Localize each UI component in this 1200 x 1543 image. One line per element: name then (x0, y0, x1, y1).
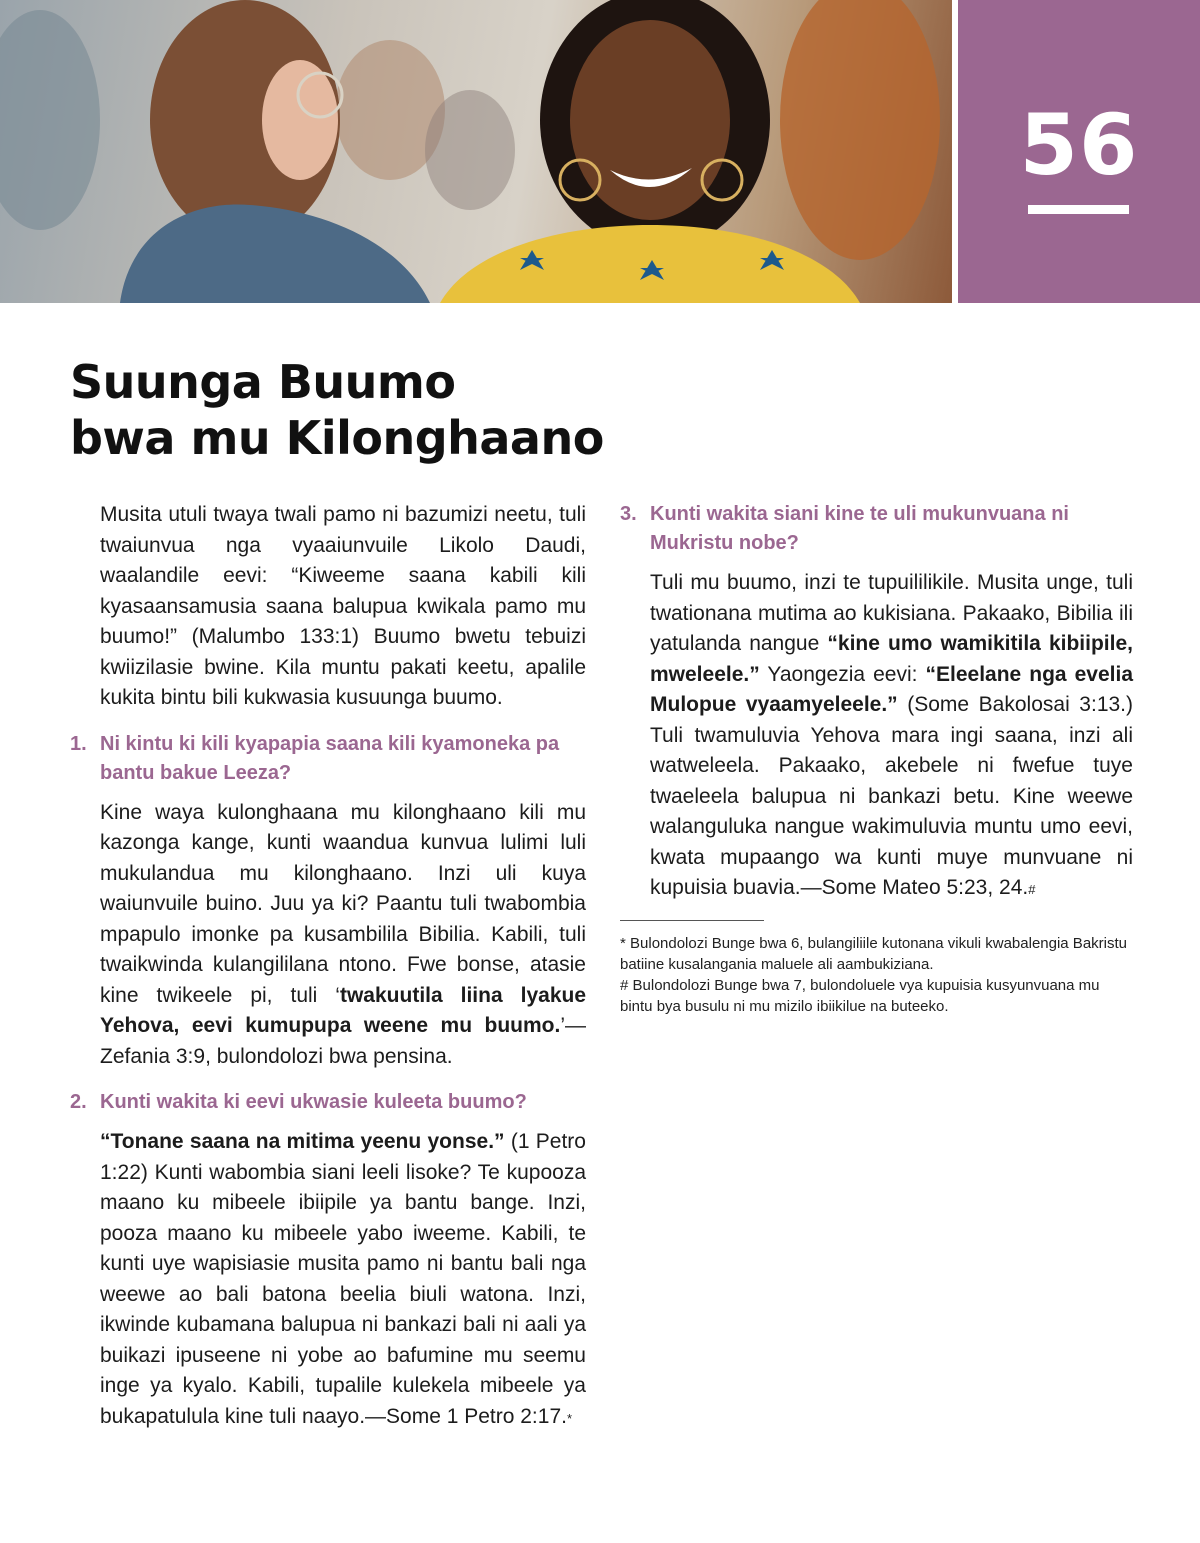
section-2-question (70, 1088, 586, 1117)
footnote-1-text: Bulondolozi Bunge bwa 6, bulangiliile kutonana vikuli kwabalengia Bakristu batiine kusalangania maluele ali aambukiziana. (620, 934, 1127, 973)
right-column (620, 500, 1133, 1017)
intro-paragraph: Musita utuli twaya twali pamo ni bazumizi neetu, tuli twaiunvua nga vyaaiunvuile Likolo Daudi, waalandile eevi: “Kiweeme saana kabili kili kyasaansamusia saana balupua kwikala pamo mu buumo!” (Malumbo 133:1) Buumo bwetu tebuizi kwiizilasie bwine. Kila muntu pakati keetu, apalile kukita bintu bili kukwasia kusuunga buumo. (100, 503, 586, 709)
section-1-citation: ’—Zefania 3:9, bulondolozi bwa pensina. (100, 1014, 586, 1068)
section-3-quote-1: “kine umo wamikitila kibiipile, mweleele.” (650, 632, 1133, 686)
title-line-2: bwa mu Kilonghaano (70, 411, 604, 465)
title-line-1: Suunga Buumo (70, 355, 456, 409)
footnote-divider (620, 920, 764, 921)
left-column (70, 500, 586, 1434)
section-1-number: 1. (70, 732, 87, 755)
section-3-question (620, 500, 1133, 558)
section-3-quote-2: “Eleelane nga evelia Mulopue vyaamyeleele.” (650, 662, 1134, 716)
footnote-ref-star[interactable]: * (566, 1410, 573, 1426)
section-3-text-c: Yaongezia eevi: (759, 662, 926, 686)
footnote-ref-hash[interactable]: # (1028, 882, 1036, 897)
section-2-text: (1 Petro 1:22) Kunti wabombia siani leeli lisoke? Te kupooza maano ku mibeele ibiipile ya bantu bange. Inzi, pooza maano ku mibeele yabo iweeme. Kabili, te kunti uye wapisiasie musita pamo ni bantu bali nga weewe ao bali batona beelia biuli watona. Inzi, ikwinde kubamana balupua ni bankazi bali ni aali ya buikazi ipuseene ni yobe ao bafumine mu seemu inge ya kyalo. Kabili, tupalile kulekela mibeele ya bukapatulula kine tuli naayo.—Some 1 Petro 2:17. (100, 1130, 586, 1428)
section-1-question (70, 730, 586, 788)
section-3-paragraph (620, 568, 1133, 906)
section-3-question-text: Kunti wakita siani kine te uli mukunvuana ni Mukristu nobe? (650, 503, 1069, 554)
section-1-quote: twakuutila liina lyakue Yehova, eevi kumupupa weene mu buumo. (100, 983, 587, 1037)
page-title (70, 354, 604, 466)
section-1-paragraph (70, 798, 586, 1073)
section-3-text-e: (Some Bakolosai 3:13.) Tuli twamuluvia Yehova mara ingi saana, inzi ali watweleela. Pakaako, akebele ni fwefue tuye twaeleela balupua ni bankazi betu. Kine weewe walanguluka nangue wakimuluvia muntu umo eevi, kwata mupaango wa kunti muye munvuane ni kupuisia buavia.—Some Mateo 5:23, 24. (650, 693, 1133, 899)
footnote-2 (620, 975, 1133, 1017)
section-2-quote: “Tonane saana na mitima yeenu yonse.” (100, 1130, 505, 1153)
section-1-text: Kine waya kulonghaana mu kilonghaano kili mu kazonga kange, kunti waandua kunvua lulimi luli mukulandua mu kilonghaano. Inzi uli kuya waiunvuile buino. Juu ya ki? Paantu tuli twabombia mpapulo imonke pa kusambilila Bibilia. Kabili, tuli twaikwinda kulangililana ntono. Fwe bonse, atasie kine twikeele pi, tuli ‘ (100, 800, 586, 1007)
lesson-number: 56 (1019, 96, 1139, 194)
footnote-1-mark: * (620, 934, 626, 952)
section-2-question-text: Kunti wakita ki eevi ukwasie kuleeta buumo? (100, 1091, 527, 1113)
hero-illustration (0, 0, 952, 303)
footnote-2-mark: # (620, 976, 629, 994)
lesson-badge (958, 0, 1200, 303)
footnote-1 (620, 933, 1133, 975)
footnote-2-text: Bulondolozi Bunge bwa 7, bulondoluele vya kupuisia kusyunvuana mu bintu bya busulu ni mu mizilo ibiikilue na buteeko. (620, 976, 1100, 1015)
section-2-paragraph (70, 1127, 586, 1434)
section-3-text-a: Tuli mu buumo, inzi te tupuililikile. Musita unge, tuli twationana mutima ao kukisiana. Pakaako, Bibilia ili yatulanda nangue (650, 571, 1133, 655)
hero-photo (0, 0, 952, 303)
section-3-number: 3. (620, 503, 637, 525)
section-1-question-text: Ni kintu ki kili kyapapia saana kili kyamoneka pa bantu bakue Leeza? (100, 732, 560, 784)
lesson-underline (1028, 205, 1129, 214)
section-2-number: 2. (70, 1091, 87, 1113)
